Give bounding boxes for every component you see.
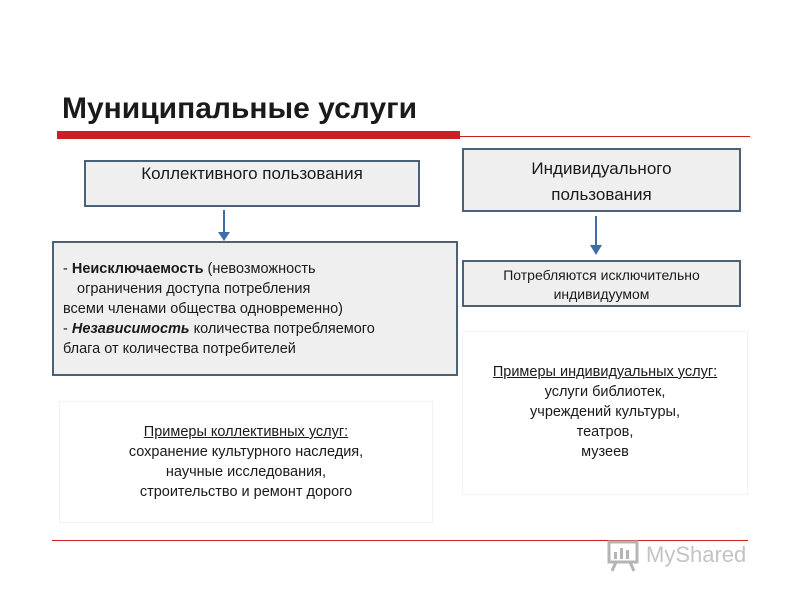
individual-examples-heading: Примеры индивидуальных услуг: bbox=[492, 364, 718, 380]
collective-examples-box bbox=[60, 402, 432, 522]
individual-property-line2: индивидуумом bbox=[553, 286, 650, 302]
example-item: услуги библиотек, bbox=[544, 384, 666, 400]
term-independence: Независимость bbox=[71, 321, 190, 337]
example-item: научные исследования, bbox=[165, 464, 327, 480]
title-accent-bar bbox=[57, 131, 460, 139]
property-nonexcludability bbox=[63, 259, 448, 279]
example-item: строительство и ремонт дорого bbox=[139, 484, 353, 500]
collective-use-heading-box bbox=[84, 160, 420, 207]
example-item: музеев bbox=[581, 444, 629, 460]
property-independence bbox=[63, 319, 448, 339]
individual-use-heading-line1: Индивидуального bbox=[531, 159, 672, 178]
property-text-line: блага от количества потребителей bbox=[63, 341, 296, 357]
term-independence-text: количества потребляемого bbox=[189, 321, 375, 337]
property-text-line: ограничения доступа потребления bbox=[77, 281, 311, 297]
bullet-dash: - bbox=[63, 261, 72, 277]
collective-use-heading: Коллективного пользования bbox=[141, 164, 363, 183]
collective-examples-heading: Примеры коллективных услуг: bbox=[143, 424, 349, 440]
term-nonexcludability-text: (невозможность bbox=[203, 261, 316, 277]
individual-examples-box bbox=[463, 332, 747, 494]
presentation-board-icon bbox=[606, 538, 640, 572]
arrow-down-icon bbox=[589, 216, 603, 256]
individual-use-heading-box bbox=[462, 148, 741, 212]
example-item: сохранение культурного наследия, bbox=[128, 444, 364, 460]
example-item: театров, bbox=[576, 424, 634, 440]
individual-use-heading-line2: пользования bbox=[551, 185, 652, 204]
watermark-text: MyShared bbox=[646, 542, 747, 567]
collective-use-properties-box bbox=[52, 241, 458, 376]
watermark bbox=[606, 536, 776, 576]
example-item: учреждений культуры, bbox=[530, 404, 680, 420]
individual-use-property-box bbox=[462, 260, 741, 307]
term-nonexcludability: Неисключаемость bbox=[71, 261, 204, 277]
arrow-down-icon bbox=[217, 210, 231, 242]
property-text-line: всеми членами общества одновременно) bbox=[63, 301, 343, 317]
bullet-dash: - bbox=[63, 321, 72, 337]
page-title: Муниципальные услуги bbox=[62, 92, 418, 125]
individual-property-line1: Потребляются исключительно bbox=[503, 267, 700, 283]
